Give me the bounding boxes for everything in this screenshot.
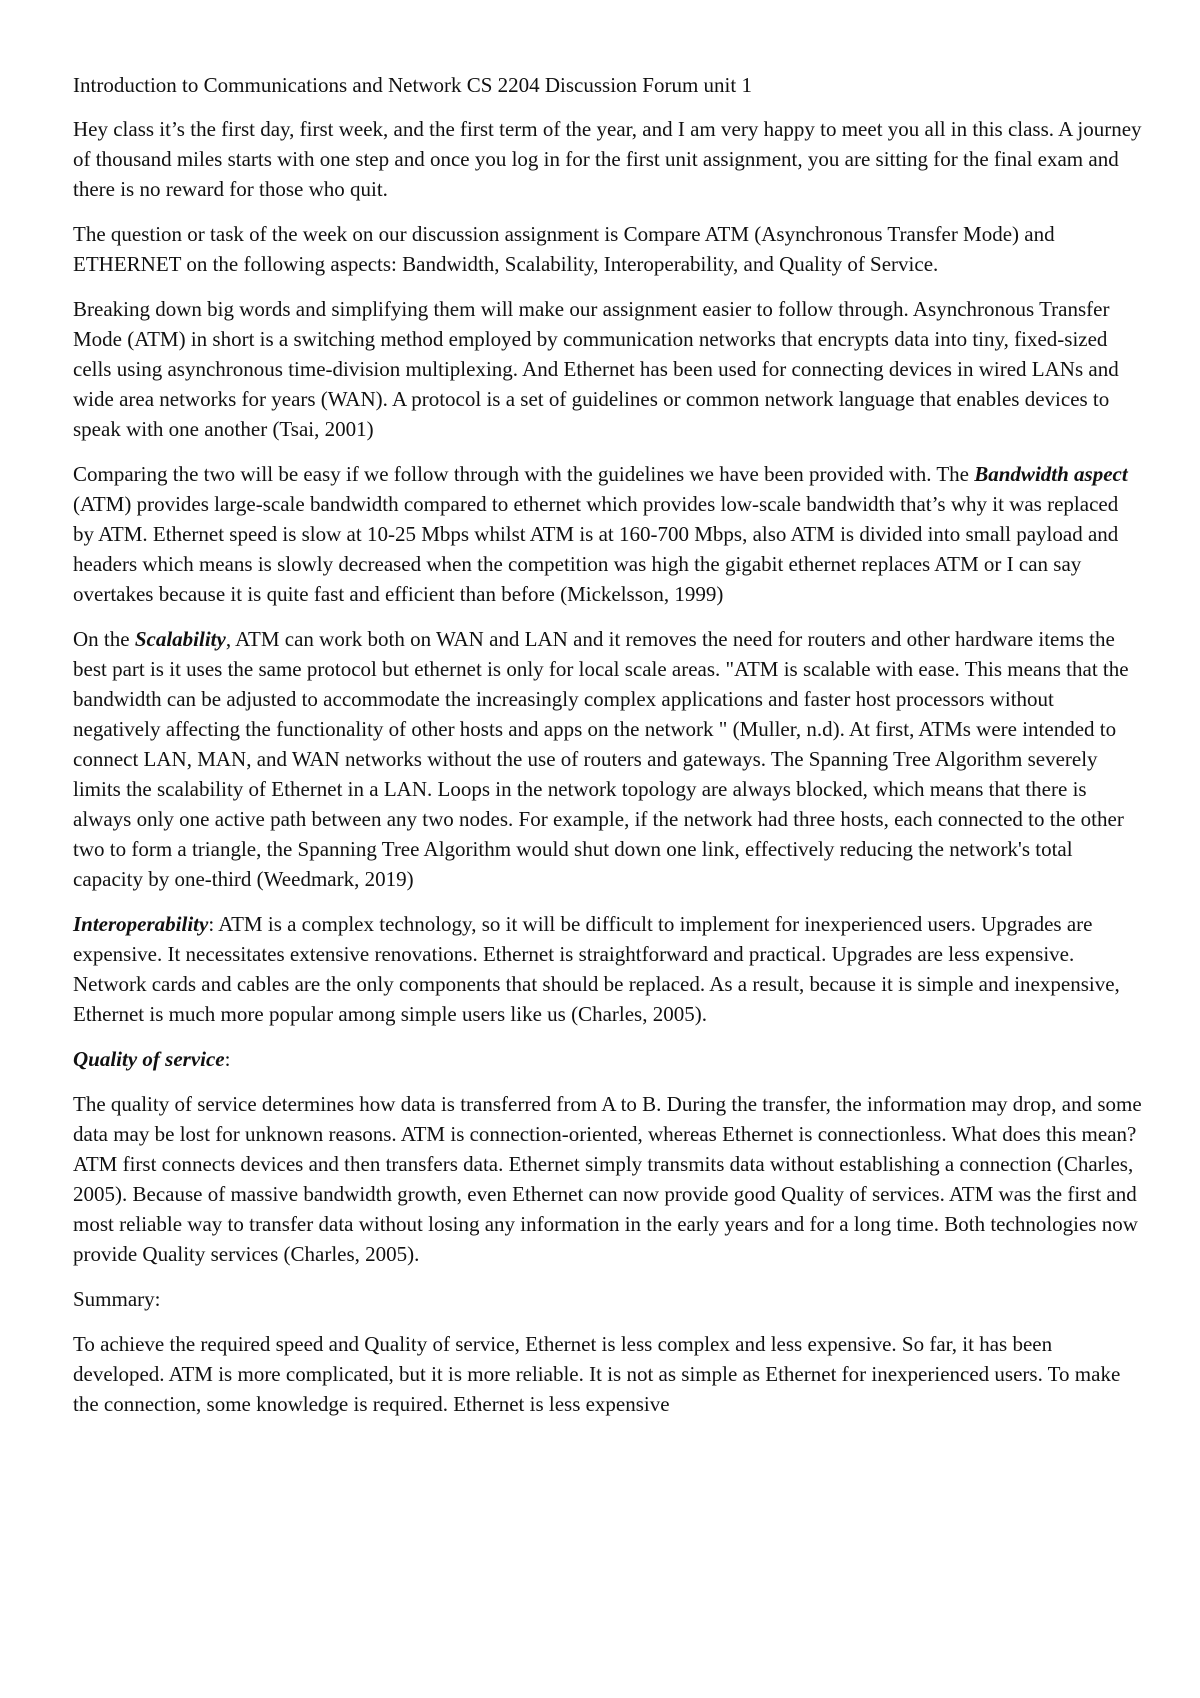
bandwidth-lead: Comparing the two will be easy if we follow through with the guidelines we have been provided with. The <box>73 462 975 486</box>
summary-paragraph: To achieve the required speed and Quality of service, Ethernet is less complex and less expensive. So far, it has been developed. ATM is more complicated, but it is more reliable. It is not as simple as Ethernet for inexperienced users. To make the connection, some knowledge is required. Ethernet is less expensive <box>73 1332 1121 1416</box>
document-page <box>73 70 1143 1434</box>
scalability-paragraph <box>73 624 1143 894</box>
qos-term: Quality of service <box>73 1047 225 1071</box>
question-paragraph: The question or task of the week on our discussion assignment is Compare ATM (Asynchronous Transfer Mode) and ETHERNET on the following aspects: Bandwidth, Scalability, Interoperability, and Quality of Service. <box>73 222 1055 276</box>
qos-suffix: : <box>224 1047 231 1071</box>
interoperability-term: Interoperability <box>73 912 209 936</box>
bandwidth-term: Bandwidth aspect <box>974 462 1128 486</box>
definitions-paragraph: Breaking down big words and simplifying them will make our assignment easier to follow through. Asynchronous Transfer Mode (ATM) in short is a switching method employed by communication networks that encrypts data into tiny, fixed-sized cells using asynchronous time-division multiplexing. And Ethernet has been used for connecting devices in wired LANs and wide area networks for years (WAN). A protocol is a set of guidelines or common network language that enables devices to speak with one another (Tsai, 2001) <box>73 297 1119 441</box>
scalability-term: Scalability <box>134 627 226 651</box>
qos-paragraph: The quality of service determines how data is transferred from A to B. During the transfer, the information may drop, and some data may be lost for unknown reasons. ATM is connection-oriented, whereas Ethernet is connectionless. What does this mean? ATM first connects devices and then transfers data. Ethernet simply transmits data without establishing a connection (Charles, 2005). Because of massive bandwidth growth, even Ethernet can now provide good Quality of services. ATM was the first and most reliable way to transfer data without losing any information in the early years and for a long time. Both technologies now provide Quality services (Charles, 2005). <box>73 1092 1142 1266</box>
scalability-lead: On the <box>73 627 135 651</box>
interoperability-paragraph <box>73 909 1143 1029</box>
document-title: Introduction to Communications and Network CS 2204 Discussion Forum unit 1 <box>73 73 752 97</box>
qos-heading <box>73 1044 1143 1074</box>
summary-heading: Summary: <box>73 1287 161 1311</box>
bandwidth-paragraph <box>73 459 1143 609</box>
intro-paragraph: Hey class it’s the first day, first week, and the first term of the year, and I am very happy to meet you all in this class. A journey of thousand miles starts with one step and once you log in for the first unit assignment, you are sitting for the final exam and there is no reward for those who quit. <box>73 117 1142 201</box>
bandwidth-body: (ATM) provides large-scale bandwidth compared to ethernet which provides low-scale bandwidth that’s why it was replaced by ATM. Ethernet speed is slow at 10-25 Mbps whilst ATM is at 160-700 Mbps, also ATM is divided into small payload and headers which means is slowly decreased when the competition was high the gigabit ethernet replaces ATM or I can say overtakes because it is quite fast and efficient than before (Mickelsson, 1999) <box>73 492 1119 606</box>
interoperability-body: : ATM is a complex technology, so it will be difficult to implement for inexperienced users. Upgrades are expensive. It necessitates extensive renovations. Ethernet is straightforward and practical. Upgrades are less expensive. Network cards and cables are the only components that should be replaced. As a result, because it is simple and inexpensive, Ethernet is much more popular among simple users like us (Charles, 2005). <box>73 912 1120 1026</box>
scalability-body: , ATM can work both on WAN and LAN and it removes the need for routers and other hardware items the best part is it uses the same protocol but ethernet is only for local scale areas. "ATM is scalable with ease. This means that the bandwidth can be adjusted to accommodate the increasingly complex applications and faster host processors without negatively affecting the functionality of other hosts and apps on the network " (Muller, n.d). At first, ATMs were intended to connect LAN, MAN, and WAN networks without the use of routers and gateways. The Spanning Tree Algorithm severely limits the scalability of Ethernet in a LAN. Loops in the network topology are always blocked, which means that there is always only one active path between any two nodes. For example, if the network had three hosts, each connected to the other two to form a triangle, the Spanning Tree Algorithm would shut down one link, effectively reducing the network's total capacity by one-third (Weedmark, 2019) <box>73 627 1129 891</box>
